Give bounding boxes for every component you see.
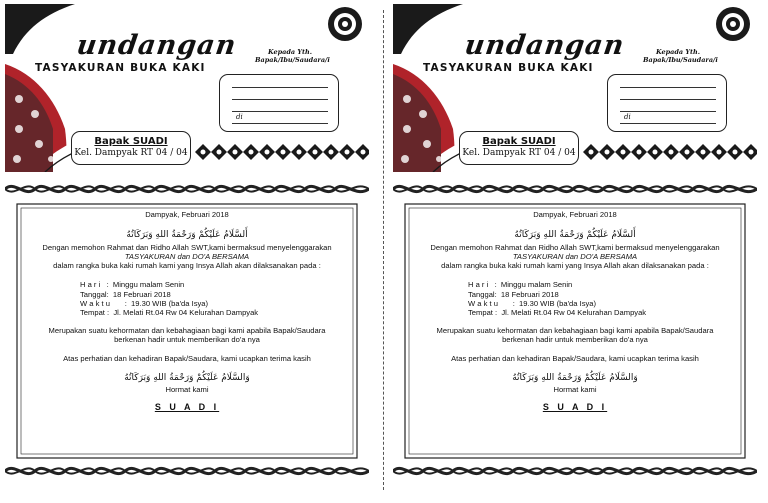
thanks-line: Atas perhatian dan kehadiran Bapak/Saudara, kami ucapkan terima kasih	[451, 354, 699, 364]
recipient-heading	[255, 48, 330, 64]
detail-date: Tanggal: 18 Februari 2018	[468, 289, 559, 299]
detail-place: Tempat : Jl. Melati Rt.04 Rw 04 Kelurahan Dampyak	[468, 308, 647, 318]
sender-box	[459, 131, 579, 165]
opening-line-2: dalam rangka buka kaki rumah kami yang Insya Allah akan dilaksanakan pada :	[441, 261, 709, 271]
request-line-1: Merupakan suatu kehormatan dan kebahagiaan bagi kami apabila Bapak/Saudara	[436, 325, 714, 335]
detail-place: Tempat : Jl. Melati Rt.04 Rw 04 Kelurahan Dampyak	[80, 308, 259, 318]
detail-time: W a k t u : 19.30 WIB (ba'da Isya)	[80, 299, 209, 309]
invitation-title: undangan	[462, 30, 627, 61]
place-date: Dampyak, Februari 2018	[533, 210, 617, 219]
envelope-cover	[393, 4, 757, 172]
detail-date: Tanggal: 18 Februari 2018	[80, 289, 171, 299]
sender-name: Bapak SUADI	[94, 136, 168, 147]
request-line-2: berkenan hadir untuk memberikan do'a nya	[114, 334, 260, 344]
salam-closing: وَالسَّلَامُ عَلَيْكُمْ وَرَحْمَةُ اللهِ وَبَرَكَاتُهُ	[512, 372, 638, 383]
di-label: di	[624, 113, 631, 121]
sender-box	[71, 131, 191, 165]
sender-address: Kel. Dampyak RT 04 / 04	[74, 148, 188, 158]
signature-name: S U A D I	[154, 402, 220, 413]
request-line-1: Merupakan suatu kehormatan dan kebahagiaan bagi kami apabila Bapak/Saudara	[48, 325, 326, 335]
detail-time: W a k t u : 19.30 WIB (ba'da Isya)	[468, 299, 597, 309]
address-line	[232, 111, 328, 112]
invitation-card-left	[5, 0, 375, 503]
recipient-heading-line2: Bapak/Ibu/Saudara/i	[643, 56, 718, 64]
detail-day: H a r i : Minggu malam Senin	[468, 280, 573, 290]
cut-line-divider	[383, 10, 384, 490]
di-label: di	[236, 113, 243, 121]
letter-text	[25, 210, 349, 412]
envelope-cover	[5, 4, 369, 172]
letter-text	[413, 210, 737, 412]
invitation-card-right	[393, 0, 763, 503]
opening-line: Dengan memohon Rahmat dan Ridho Allah SWT,kami bermaksud menyelenggarakan	[430, 242, 720, 252]
recipient-heading	[643, 48, 718, 64]
recipient-heading-line1: Kepada Yth.	[655, 48, 701, 56]
signature-name: S U A D I	[542, 402, 608, 413]
recipient-heading-line2: Bapak/Ibu/Saudara/i	[255, 56, 330, 64]
address-line	[620, 87, 716, 88]
recipient-address-box	[607, 74, 727, 132]
request-line-2: berkenan hadir untuk memberikan do'a nya	[502, 334, 648, 344]
address-line	[620, 111, 716, 112]
sender-name: Bapak SUADI	[482, 136, 556, 147]
thanks-line: Atas perhatian dan kehadiran Bapak/Saudara, kami ucapkan terima kasih	[63, 354, 311, 364]
place-date: Dampyak, Februari 2018	[145, 210, 229, 219]
invitation-subtitle: TASYAKURAN BUKA KAKI	[35, 62, 206, 74]
salam-opening: أَلسَّلَامُ عَلَيْكُمْ وَرَحْمَةُ اللهِ وَبَرَكَاتُهُ	[514, 230, 636, 241]
address-line	[620, 123, 716, 124]
address-line	[620, 99, 716, 100]
event-details	[468, 280, 737, 317]
event-name: TASYAKURAN dan DO'A BERSAMA	[512, 251, 638, 261]
event-details	[80, 280, 349, 317]
invitation-letter	[5, 180, 369, 480]
address-line	[232, 99, 328, 100]
address-line	[232, 123, 328, 124]
recipient-heading-line1: Kepada Yth.	[267, 48, 313, 56]
closing-text: Hormat kami	[165, 384, 209, 394]
sender-address: Kel. Dampyak RT 04 / 04	[462, 148, 576, 158]
salam-opening: أَلسَّلَامُ عَلَيْكُمْ وَرَحْمَةُ اللهِ وَبَرَكَاتُهُ	[126, 230, 248, 241]
recipient-address-box	[219, 74, 339, 132]
closing-text: Hormat kami	[553, 384, 597, 394]
detail-day: H a r i : Minggu malam Senin	[80, 280, 185, 290]
address-line	[232, 87, 328, 88]
event-name: TASYAKURAN dan DO'A BERSAMA	[124, 251, 250, 261]
invitation-title: undangan	[74, 30, 239, 61]
opening-line: Dengan memohon Rahmat dan Ridho Allah SWT,kami bermaksud menyelenggarakan	[42, 242, 332, 252]
invitation-letter	[393, 180, 757, 480]
invitation-subtitle: TASYAKURAN BUKA KAKI	[423, 62, 594, 74]
opening-line-2: dalam rangka buka kaki rumah kami yang Insya Allah akan dilaksanakan pada :	[53, 261, 321, 271]
salam-closing: وَالسَّلَامُ عَلَيْكُمْ وَرَحْمَةُ اللهِ وَبَرَكَاتُهُ	[124, 372, 250, 383]
